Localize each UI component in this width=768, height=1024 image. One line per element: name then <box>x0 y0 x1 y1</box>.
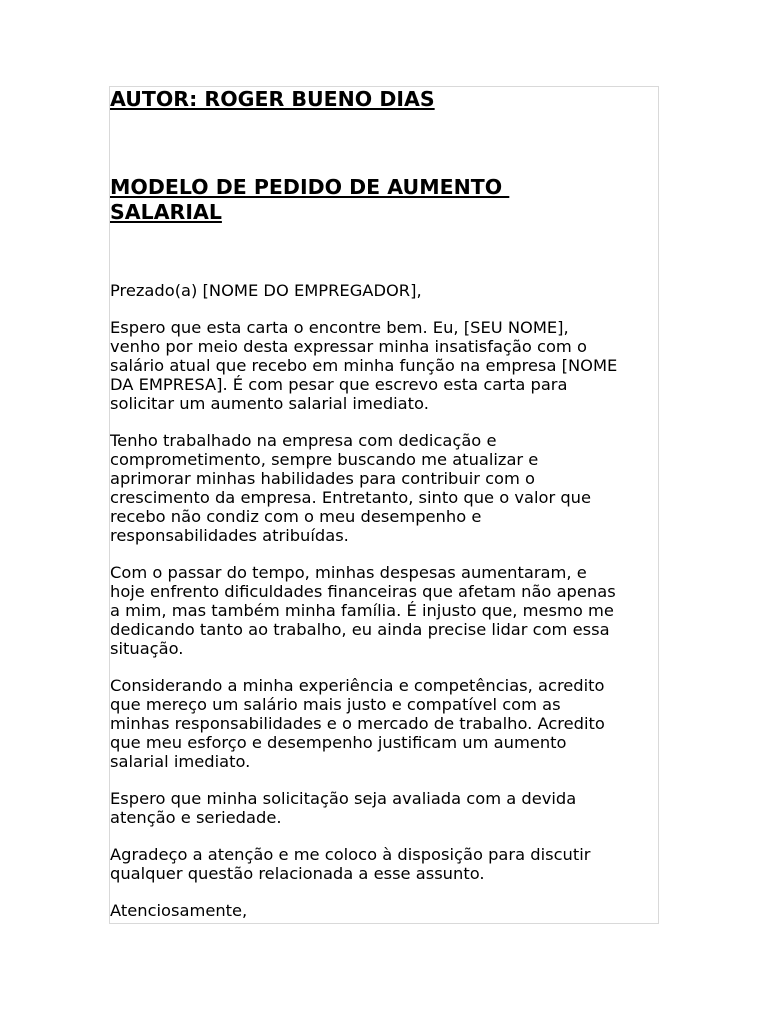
document-title: MODELO DE PEDIDO DE AUMENTO SALARIAL <box>110 175 503 224</box>
closing: Atenciosamente, <box>110 901 248 920</box>
paragraph-expenses: Com o passar do tempo, minhas despesas aumentaram, e hoje enfrento dificuldades financeiras que afetam não apenas a mim, mas também minha família. É injusto que, mesmo me dedicando tanto ao trabalho, eu ainda precise lidar com essa situação. <box>110 563 616 658</box>
paragraph-thanks: Agradeço a atenção e me coloco à disposição para discutir qualquer questão relacionada a esse assunto. <box>110 845 591 883</box>
letter-body <box>110 281 656 920</box>
paragraph-request: Espero que minha solicitação seja avaliada com a devida atenção e seriedade. <box>110 789 577 827</box>
salutation: Prezado(a) [NOME DO EMPREGADOR], <box>110 281 422 300</box>
paragraph-experience: Considerando a minha experiência e competências, acredito que mereço um salário mais justo e compatível com as minhas responsabilidades e o mercado de trabalho. Acredito que meu esforço e desempenho justificam um aumento salarial imediato. <box>110 676 605 771</box>
author-heading: AUTOR: ROGER BUENO DIAS <box>110 87 435 111</box>
document-content <box>110 87 658 920</box>
paragraph-intro: Espero que esta carta o encontre bem. Eu, [SEU NOME], venho por meio desta expressar minha insatisfação com o salário atual que recebo em minha função na empresa [NOME DA EMPRESA]. É com pesar que escrevo esta carta para solicitar um aumento salarial imediato. <box>110 318 618 413</box>
document-page <box>109 86 659 924</box>
paragraph-dedication: Tenho trabalhado na empresa com dedicação e comprometimento, sempre buscando me atualizar e aprimorar minhas habilidades para contribuir com o crescimento da empresa. Entretanto, sinto que o valor que recebo não condiz com o meu desempenho e responsabilidades atribuídas. <box>110 431 592 545</box>
